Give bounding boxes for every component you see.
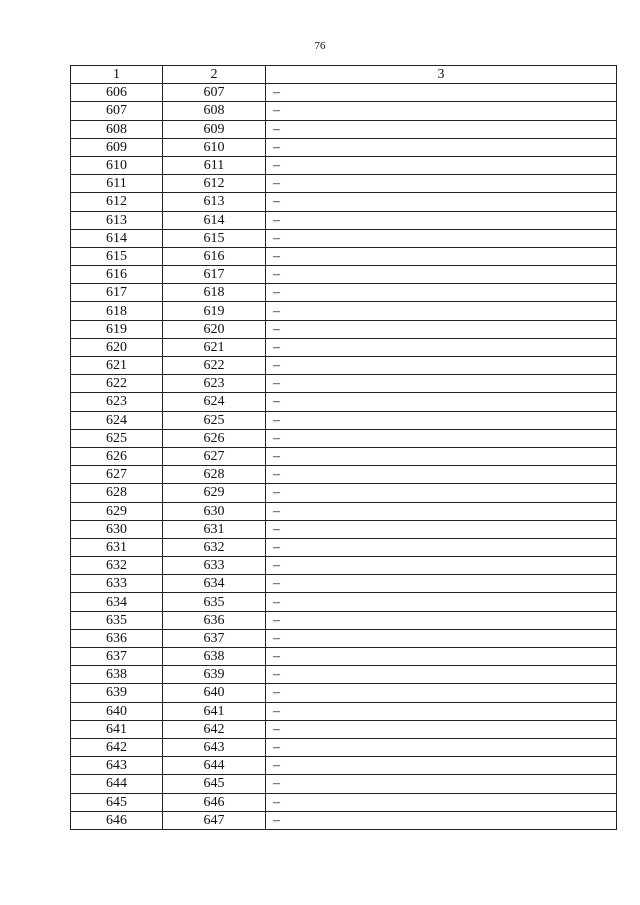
cell-col-2: 641 <box>163 702 266 720</box>
cell-col-1: 607 <box>71 102 163 120</box>
table-row <box>71 338 617 356</box>
cell-col-1: 633 <box>71 575 163 593</box>
cell-col-1: 617 <box>71 284 163 302</box>
table-row <box>71 357 617 375</box>
cell-col-1: 634 <box>71 593 163 611</box>
cell-col-1: 606 <box>71 84 163 102</box>
cell-col-3: – <box>266 338 617 356</box>
cell-col-2: 636 <box>163 611 266 629</box>
cell-col-2: 615 <box>163 229 266 247</box>
cell-col-1: 638 <box>71 666 163 684</box>
table-row <box>71 247 617 265</box>
cell-col-2: 647 <box>163 811 266 829</box>
cell-col-2: 617 <box>163 266 266 284</box>
cell-col-3: – <box>266 447 617 465</box>
cell-col-2: 618 <box>163 284 266 302</box>
cell-col-2: 608 <box>163 102 266 120</box>
cell-col-2: 620 <box>163 320 266 338</box>
cell-col-1: 628 <box>71 484 163 502</box>
cell-col-2: 624 <box>163 393 266 411</box>
column-header-3: 3 <box>266 66 617 84</box>
cell-col-2: 642 <box>163 720 266 738</box>
column-header-2: 2 <box>163 66 266 84</box>
cell-col-1: 631 <box>71 538 163 556</box>
cell-col-3: – <box>266 429 617 447</box>
cell-col-3: – <box>266 302 617 320</box>
cell-col-3: – <box>266 84 617 102</box>
cell-col-3: – <box>266 720 617 738</box>
cell-col-2: 639 <box>163 666 266 684</box>
table-row <box>71 266 617 284</box>
cell-col-3: – <box>266 320 617 338</box>
cell-col-3: – <box>266 811 617 829</box>
cell-col-3: – <box>266 538 617 556</box>
cell-col-2: 644 <box>163 757 266 775</box>
cell-col-3: – <box>266 466 617 484</box>
cell-col-3: – <box>266 284 617 302</box>
table-row <box>71 320 617 338</box>
table-row <box>71 447 617 465</box>
cell-col-2: 640 <box>163 684 266 702</box>
table-row <box>71 557 617 575</box>
table-row <box>71 120 617 138</box>
cell-col-2: 627 <box>163 447 266 465</box>
cell-col-2: 632 <box>163 538 266 556</box>
cell-col-2: 643 <box>163 738 266 756</box>
cell-col-3: – <box>266 156 617 174</box>
table-row <box>71 775 617 793</box>
cell-col-1: 621 <box>71 357 163 375</box>
table-row <box>71 738 617 756</box>
cell-col-2: 634 <box>163 575 266 593</box>
cell-col-1: 609 <box>71 138 163 156</box>
cell-col-3: – <box>266 502 617 520</box>
cell-col-3: – <box>266 411 617 429</box>
cell-col-3: – <box>266 738 617 756</box>
cell-col-2: 631 <box>163 520 266 538</box>
cell-col-1: 612 <box>71 193 163 211</box>
cell-col-1: 613 <box>71 211 163 229</box>
table-row <box>71 684 617 702</box>
column-header-1: 1 <box>71 66 163 84</box>
cell-col-3: – <box>266 138 617 156</box>
table-row <box>71 156 617 174</box>
cell-col-2: 626 <box>163 429 266 447</box>
cell-col-1: 618 <box>71 302 163 320</box>
page-number: 76 <box>314 40 326 52</box>
cell-col-1: 620 <box>71 338 163 356</box>
cell-col-2: 645 <box>163 775 266 793</box>
cell-col-1: 637 <box>71 648 163 666</box>
cell-col-3: – <box>266 193 617 211</box>
table-row <box>71 793 617 811</box>
cell-col-1: 639 <box>71 684 163 702</box>
cell-col-2: 611 <box>163 156 266 174</box>
table-row <box>71 375 617 393</box>
cell-col-2: 614 <box>163 211 266 229</box>
cell-col-1: 640 <box>71 702 163 720</box>
cell-col-3: – <box>266 120 617 138</box>
cell-col-1: 623 <box>71 393 163 411</box>
cell-col-2: 610 <box>163 138 266 156</box>
cell-col-2: 629 <box>163 484 266 502</box>
cell-col-3: – <box>266 557 617 575</box>
table-row <box>71 175 617 193</box>
cell-col-1: 611 <box>71 175 163 193</box>
cell-col-3: – <box>266 757 617 775</box>
table-row <box>71 429 617 447</box>
cell-col-3: – <box>266 793 617 811</box>
cell-col-1: 624 <box>71 411 163 429</box>
cell-col-2: 646 <box>163 793 266 811</box>
table-row <box>71 702 617 720</box>
cell-col-3: – <box>266 593 617 611</box>
cell-col-1: 643 <box>71 757 163 775</box>
cell-col-3: – <box>266 247 617 265</box>
header-row <box>71 66 617 84</box>
cell-col-3: – <box>266 375 617 393</box>
table-row <box>71 211 617 229</box>
table-row <box>71 575 617 593</box>
cell-col-2: 633 <box>163 557 266 575</box>
cell-col-3: – <box>266 648 617 666</box>
table-row <box>71 138 617 156</box>
cell-col-3: – <box>266 266 617 284</box>
cell-col-3: – <box>266 775 617 793</box>
cell-col-1: 630 <box>71 520 163 538</box>
table-row <box>71 466 617 484</box>
table-row <box>71 629 617 647</box>
cell-col-1: 645 <box>71 793 163 811</box>
cell-col-3: – <box>266 357 617 375</box>
cell-col-2: 638 <box>163 648 266 666</box>
table-row <box>71 611 617 629</box>
cell-col-3: – <box>266 575 617 593</box>
cell-col-1: 626 <box>71 447 163 465</box>
cell-col-3: – <box>266 211 617 229</box>
cell-col-1: 625 <box>71 429 163 447</box>
table-row <box>71 84 617 102</box>
cell-col-3: – <box>266 175 617 193</box>
cell-col-1: 644 <box>71 775 163 793</box>
cell-col-1: 629 <box>71 502 163 520</box>
table-row <box>71 484 617 502</box>
cell-col-1: 619 <box>71 320 163 338</box>
cell-col-3: – <box>266 393 617 411</box>
table-row <box>71 229 617 247</box>
cell-col-2: 625 <box>163 411 266 429</box>
cell-col-2: 619 <box>163 302 266 320</box>
cell-col-3: – <box>266 629 617 647</box>
cell-col-2: 623 <box>163 375 266 393</box>
table-row <box>71 284 617 302</box>
cell-col-3: – <box>266 611 617 629</box>
cell-col-1: 632 <box>71 557 163 575</box>
table-row <box>71 648 617 666</box>
cell-col-1: 627 <box>71 466 163 484</box>
cell-col-3: – <box>266 484 617 502</box>
cell-col-2: 612 <box>163 175 266 193</box>
cell-col-1: 641 <box>71 720 163 738</box>
cell-col-2: 609 <box>163 120 266 138</box>
cell-col-2: 613 <box>163 193 266 211</box>
table-row <box>71 411 617 429</box>
data-table <box>70 65 617 830</box>
table-row <box>71 502 617 520</box>
cell-col-3: – <box>266 702 617 720</box>
table-row <box>71 302 617 320</box>
cell-col-3: – <box>266 102 617 120</box>
cell-col-2: 635 <box>163 593 266 611</box>
cell-col-1: 635 <box>71 611 163 629</box>
cell-col-2: 616 <box>163 247 266 265</box>
cell-col-2: 607 <box>163 84 266 102</box>
table-body <box>71 84 617 830</box>
table-header <box>71 66 617 84</box>
table-row <box>71 520 617 538</box>
cell-col-3: – <box>266 684 617 702</box>
table-row <box>71 538 617 556</box>
cell-col-1: 622 <box>71 375 163 393</box>
table-row <box>71 193 617 211</box>
cell-col-1: 614 <box>71 229 163 247</box>
cell-col-2: 628 <box>163 466 266 484</box>
cell-col-3: – <box>266 666 617 684</box>
table-row <box>71 666 617 684</box>
cell-col-2: 630 <box>163 502 266 520</box>
cell-col-1: 642 <box>71 738 163 756</box>
table-row <box>71 720 617 738</box>
cell-col-1: 608 <box>71 120 163 138</box>
cell-col-2: 621 <box>163 338 266 356</box>
cell-col-3: – <box>266 520 617 538</box>
cell-col-1: 636 <box>71 629 163 647</box>
table-row <box>71 811 617 829</box>
cell-col-2: 637 <box>163 629 266 647</box>
cell-col-1: 610 <box>71 156 163 174</box>
table-row <box>71 757 617 775</box>
cell-col-1: 615 <box>71 247 163 265</box>
table-row <box>71 393 617 411</box>
cell-col-1: 616 <box>71 266 163 284</box>
table-row <box>71 593 617 611</box>
cell-col-2: 622 <box>163 357 266 375</box>
cell-col-3: – <box>266 229 617 247</box>
cell-col-1: 646 <box>71 811 163 829</box>
table-row <box>71 102 617 120</box>
